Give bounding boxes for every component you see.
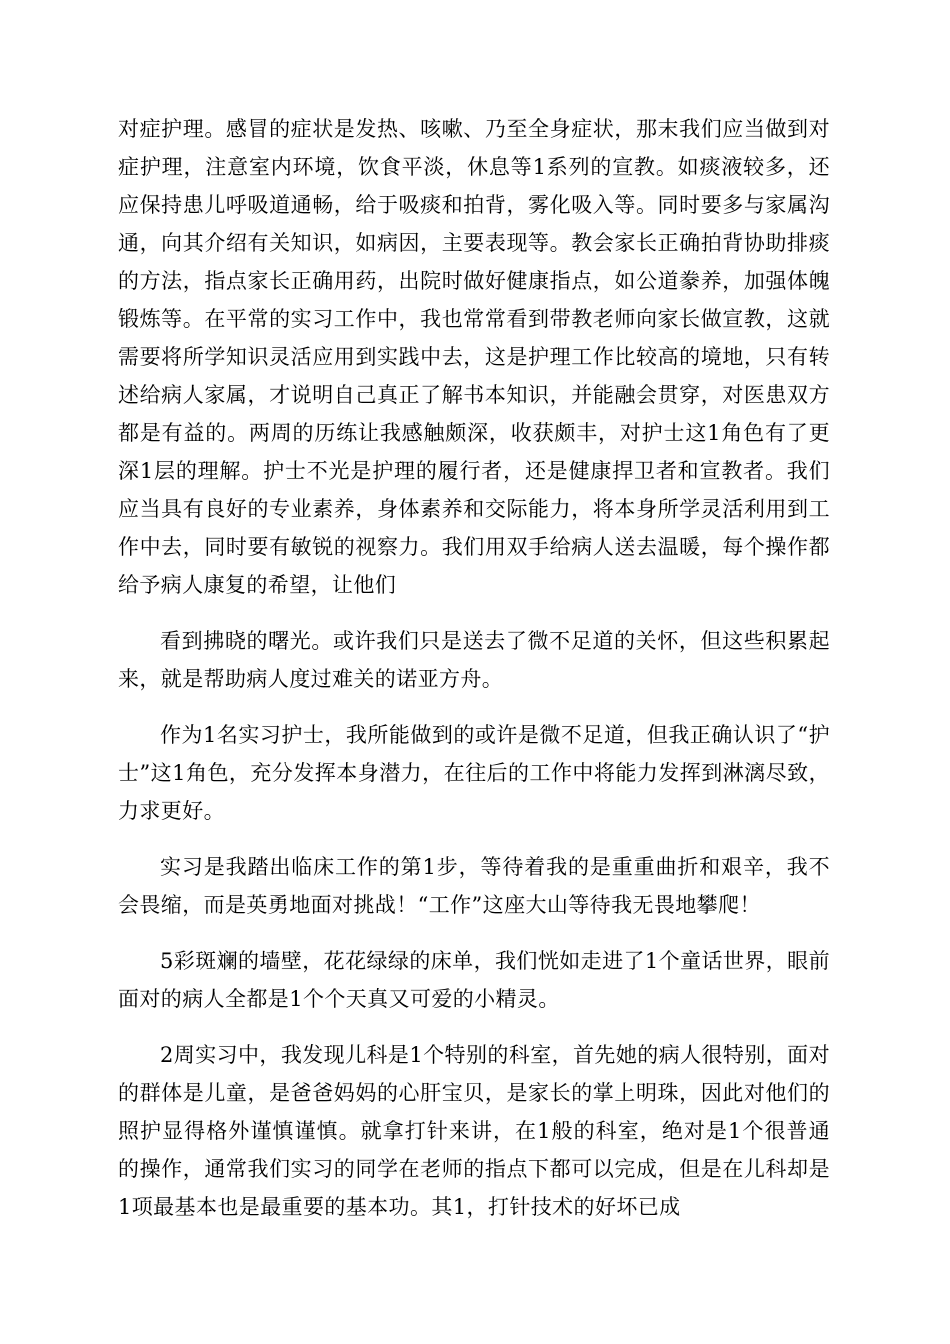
document-page bbox=[118, 110, 830, 1244]
paragraph-6: 2周实习中，我发现儿科是1个特别的科室，首先她的病人很特别，面对的群体是儿童，是爸爸妈妈的心肝宝贝，是家长的掌上明珠，因此对他们的照护显得格外谨慎谨慎。就拿打针来讲，在1般的科室，绝对是1个很普通的操作，通常我们实习的同学在老师的指点下都可以完成，但是在儿科却是1项最基本也是最重要的基本功。其1，打针技术的好坏已成 bbox=[118, 1043, 830, 1219]
paragraph-5: 5彩斑斓的墙壁，花花绿绿的床单，我们恍如走进了1个童话世界，眼前面对的病人全都是1个个天真又可爱的小精灵。 bbox=[118, 949, 830, 1011]
paragraph-1: 对症护理。感冒的症状是发热、咳嗽、乃至全身症状，那末我们应当做到对症护理，注意室内环境，饮食平淡，休息等1系列的宣教。如痰液较多，还应保持患儿呼吸道通畅，给于吸痰和拍背，雾化吸入等。同时要多与家属沟通，向其介绍有关知识，如病因，主要表现等。教会家长正确拍背协助排痰的方法，指点家长正确用药，出院时做好健康指点，如公道豢养，加强体魄锻炼等。在平常的实习工作中，我也常常看到带教老师向家长做宣教，这就需要将所学知识灵活应用到实践中去，这是护理工作比较高的境地，只有转述给病人家属，才说明自己真正了解书本知识，并能融会贯穿，对医患双方都是有益的。两周的历练让我感触颇深，收获颇丰，对护士这1角色有了更深1层的理解。护士不光是护理的履行者，还是健康捍卫者和宣教者。我们应当具有良好的专业素养，身体素养和交际能力，将本身所学灵活利用到工作中去，同时要有敏锐的视察力。我们用双手给病人送去温暖，每个操作都给予病人康复的希望，让他们 bbox=[118, 117, 830, 597]
paragraph-2: 看到拂晓的曙光。或许我们只是送去了微不足道的关怀，但这些积累起来，就是帮助病人度过难关的诺亚方舟。 bbox=[118, 629, 830, 691]
paragraph-3: 作为1名实习护士，我所能做到的或许是微不足道，但我正确认识了“护士”这1角色，充分发挥本身潜力，在往后的工作中将能力发挥到淋漓尽致，力求更好。 bbox=[118, 723, 830, 823]
paragraph-4: 实习是我踏出临床工作的第1步，等待着我的是重重曲折和艰辛，我不会畏缩，而是英勇地面对挑战！“工作”这座大山等待我无畏地攀爬！ bbox=[118, 855, 830, 917]
